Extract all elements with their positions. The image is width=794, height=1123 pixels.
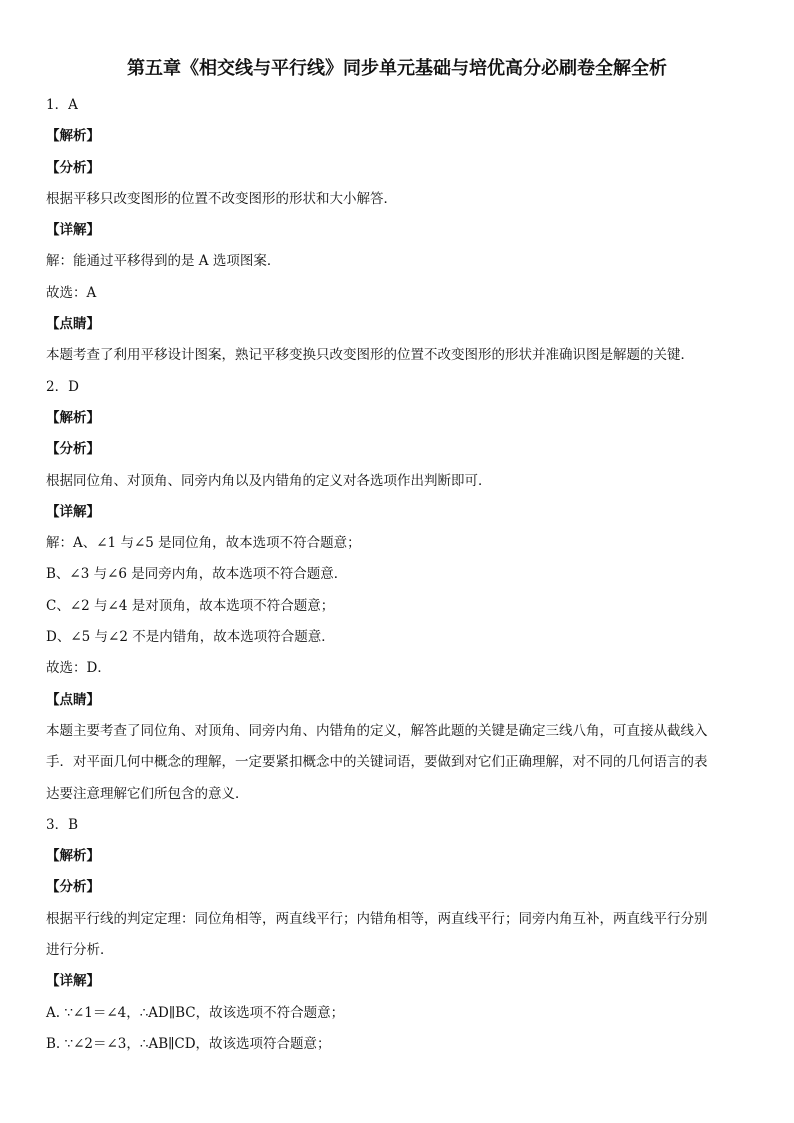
body-text: 本题主要考查了同位角、对顶角、同旁内角、内错角的定义，解答此题的关键是确定三线八角，可直接从截线入 [46,722,708,739]
section-heading: 【详解】 [46,973,100,990]
section-heading: 【详解】 [46,503,100,520]
body-text: B、∠3 与∠6 是同旁内角，故本选项不符合题意． [46,566,348,583]
body-text: 手．对平面几何中概念的理解，一定要紧扣概念中的关键词语，要做到对它们正确理解，对不同的几何语言的表 [46,754,708,771]
document-title: 第五章《相交线与平行线》同步单元基础与培优高分必刷卷全解全析 [127,58,667,79]
body-text: 根据同位角、对顶角、同旁内角以及内错角的定义对各选项作出判断即可． [46,472,492,489]
body-text: D、∠5 与∠2 不是内错角，故本选项符合题意． [46,629,335,646]
answer-line: 2．D [46,378,79,395]
section-heading: 【详解】 [46,222,100,239]
document-body [46,90,750,1060]
body-text: 解：A、∠1 与∠5 是同位角，故本选项不符合题意； [46,535,361,552]
body-text: 故选：A [46,284,97,301]
body-text: 达要注意理解它们所包含的意义． [46,785,249,802]
body-text: C、∠2 与∠4 是对顶角，故本选项不符合题意； [46,597,335,614]
section-heading: 【分析】 [46,879,100,896]
body-text: 本题考查了利用平移设计图案，熟记平移变换只改变图形的位置不改变图形的形状并准确识图是解题的关键． [46,347,694,364]
section-heading: 【解析】 [46,128,100,145]
body-text: 根据平行线的判定定理：同位角相等，两直线平行；内错角相等，两直线平行；同旁内角互补，两直线平行分别 [46,910,708,927]
answer-line: 3．B [46,816,79,833]
body-text: 解：能通过平移得到的是 A 选项图案． [46,253,281,270]
body-text: B. ∵∠2＝∠3，∴AB∥CD，故该选项符合题意； [46,1035,331,1052]
body-text: 根据平移只改变图形的位置不改变图形的形状和大小解答． [46,190,397,207]
section-heading: 【解析】 [46,409,100,426]
answer-line: 1．A [46,97,78,113]
section-heading: 【解析】 [46,848,100,865]
section-heading: 【点睛】 [46,691,100,708]
section-heading: 【分析】 [46,159,100,176]
section-heading: 【分析】 [46,441,100,458]
section-heading: 【点睛】 [46,316,100,333]
body-text: 故选：D． [46,660,111,677]
body-text: A. ∵∠1＝∠4，∴AD∥BC，故该选项不符合题意； [46,1004,345,1021]
body-text: 进行分析． [46,942,114,959]
